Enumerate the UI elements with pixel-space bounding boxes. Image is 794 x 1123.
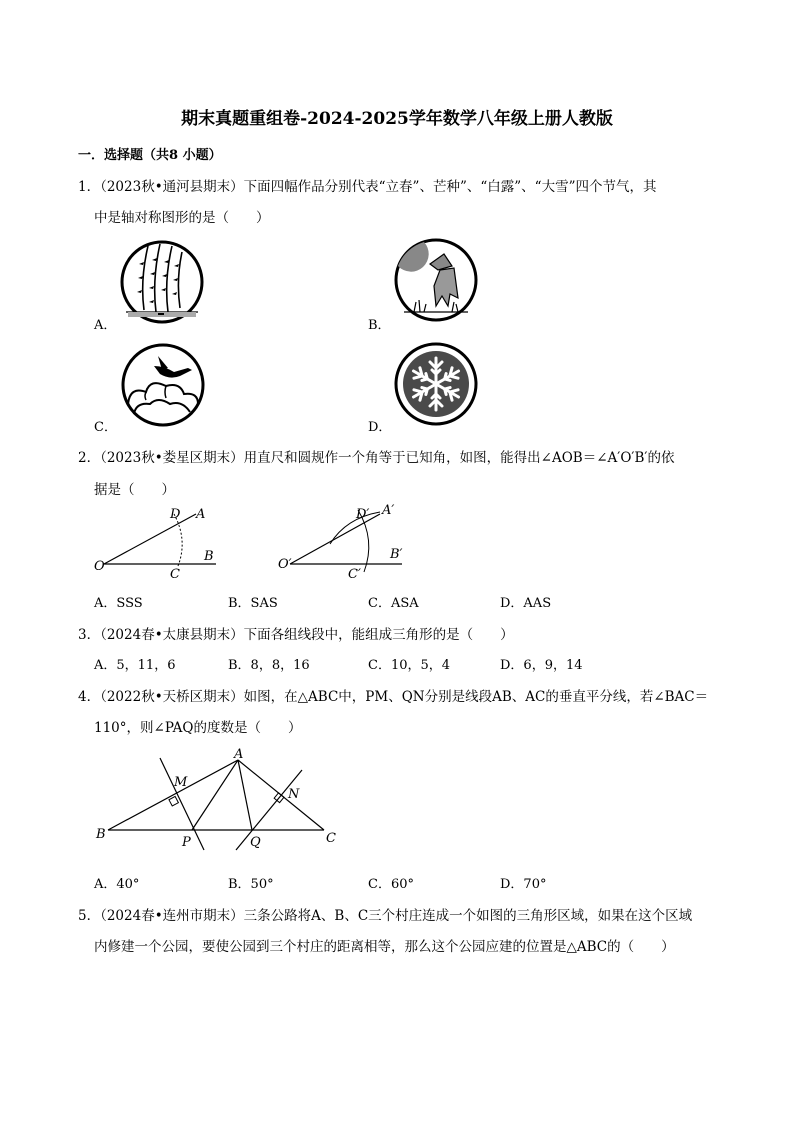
label-C: C <box>326 831 336 846</box>
q2-line1: 2．（2023秋•娄星区期末）用直尺和圆规作一个角等于已知角，如图，能得出∠AOB＝∠A′O′B′的依 <box>78 450 675 466</box>
q1-option-a: A． <box>94 318 117 333</box>
q1-line2: 中是轴对称图形的是（ ） <box>94 210 270 226</box>
label-B: B <box>204 549 214 564</box>
section-heading: 一．选择题（共8 小题） <box>78 148 222 163</box>
q1-option-b: B． <box>368 318 391 333</box>
label-P: P <box>182 835 191 850</box>
q3-option-a: A．5，11，6 <box>94 658 176 673</box>
label-M: M <box>174 775 188 790</box>
farmer-grain-image <box>394 236 478 322</box>
label-A: A <box>234 747 244 762</box>
label-D: D <box>170 507 181 522</box>
willow-spring-image <box>120 240 204 324</box>
q1-option-d: D． <box>368 420 392 435</box>
label-O-prime: O′ <box>278 557 292 572</box>
page-title: 期末真题重组卷-2024-2025学年数学八年级上册人教版 <box>181 109 613 129</box>
label-C-prime: C′ <box>348 567 361 582</box>
q2-line2: 据是（ ） <box>94 482 175 498</box>
label-A: A <box>196 507 206 522</box>
angle-figure-copy <box>276 500 416 582</box>
q4-line1: 4．（2022秋•天桥区期末）如图，在△ABC中，PM、QN分别是线段AB、AC的垂直平分线，若∠BAC＝ <box>78 689 709 705</box>
q2-option-b: B．SAS <box>228 596 278 611</box>
label-B: B <box>96 827 106 842</box>
q4-line2: 110°，则∠PAQ的度数是（ ） <box>94 720 302 736</box>
q2-option-d: D．AAS <box>500 596 552 611</box>
q1-line1: 1．（2023秋•通河县期末）下面四幅作品分别代表“立春”、芒种”、“白露”、“大雪”四个节气，其 <box>78 179 657 195</box>
q2-option-a: A．SSS <box>94 596 143 611</box>
q4-option-b: B．50° <box>228 877 274 892</box>
label-O: O <box>94 559 105 574</box>
q4-option-c: C．60° <box>368 877 414 892</box>
label-B-prime: B′ <box>390 547 403 562</box>
snowflake-image <box>394 342 478 426</box>
q3-option-b: B．8，8，16 <box>228 658 310 673</box>
q3-line1: 3．（2024春•太康县期末）下面各组线段中，能组成三角形的是（ ） <box>78 627 514 643</box>
label-Q: Q <box>250 835 261 850</box>
triangle-figure <box>92 746 352 854</box>
q3-option-c: C．10，5，4 <box>368 658 451 673</box>
label-N: N <box>288 787 300 802</box>
label-C: C <box>170 567 180 582</box>
q4-option-a: A．40° <box>94 877 140 892</box>
label-A-prime: A′ <box>382 503 395 518</box>
bird-clouds-image <box>120 342 206 428</box>
q5-line2: 内修建一个公园，要使公园到三个村庄的距离相等，那么这个公园应建的位置是△ABC的（ ） <box>94 939 675 955</box>
q2-option-c: C．ASA <box>368 596 419 611</box>
q4-option-d: D．70° <box>500 877 547 892</box>
q3-option-d: D．6，9，14 <box>500 658 583 673</box>
q5-line1: 5．（2024春•连州市期末）三条公路将A、B、C三个村庄连成一个如图的三角形区域，如果在这个区域 <box>78 908 693 924</box>
q1-option-c: C． <box>94 420 117 435</box>
label-D-prime: D′ <box>356 507 370 522</box>
angle-figure-original <box>90 500 230 580</box>
